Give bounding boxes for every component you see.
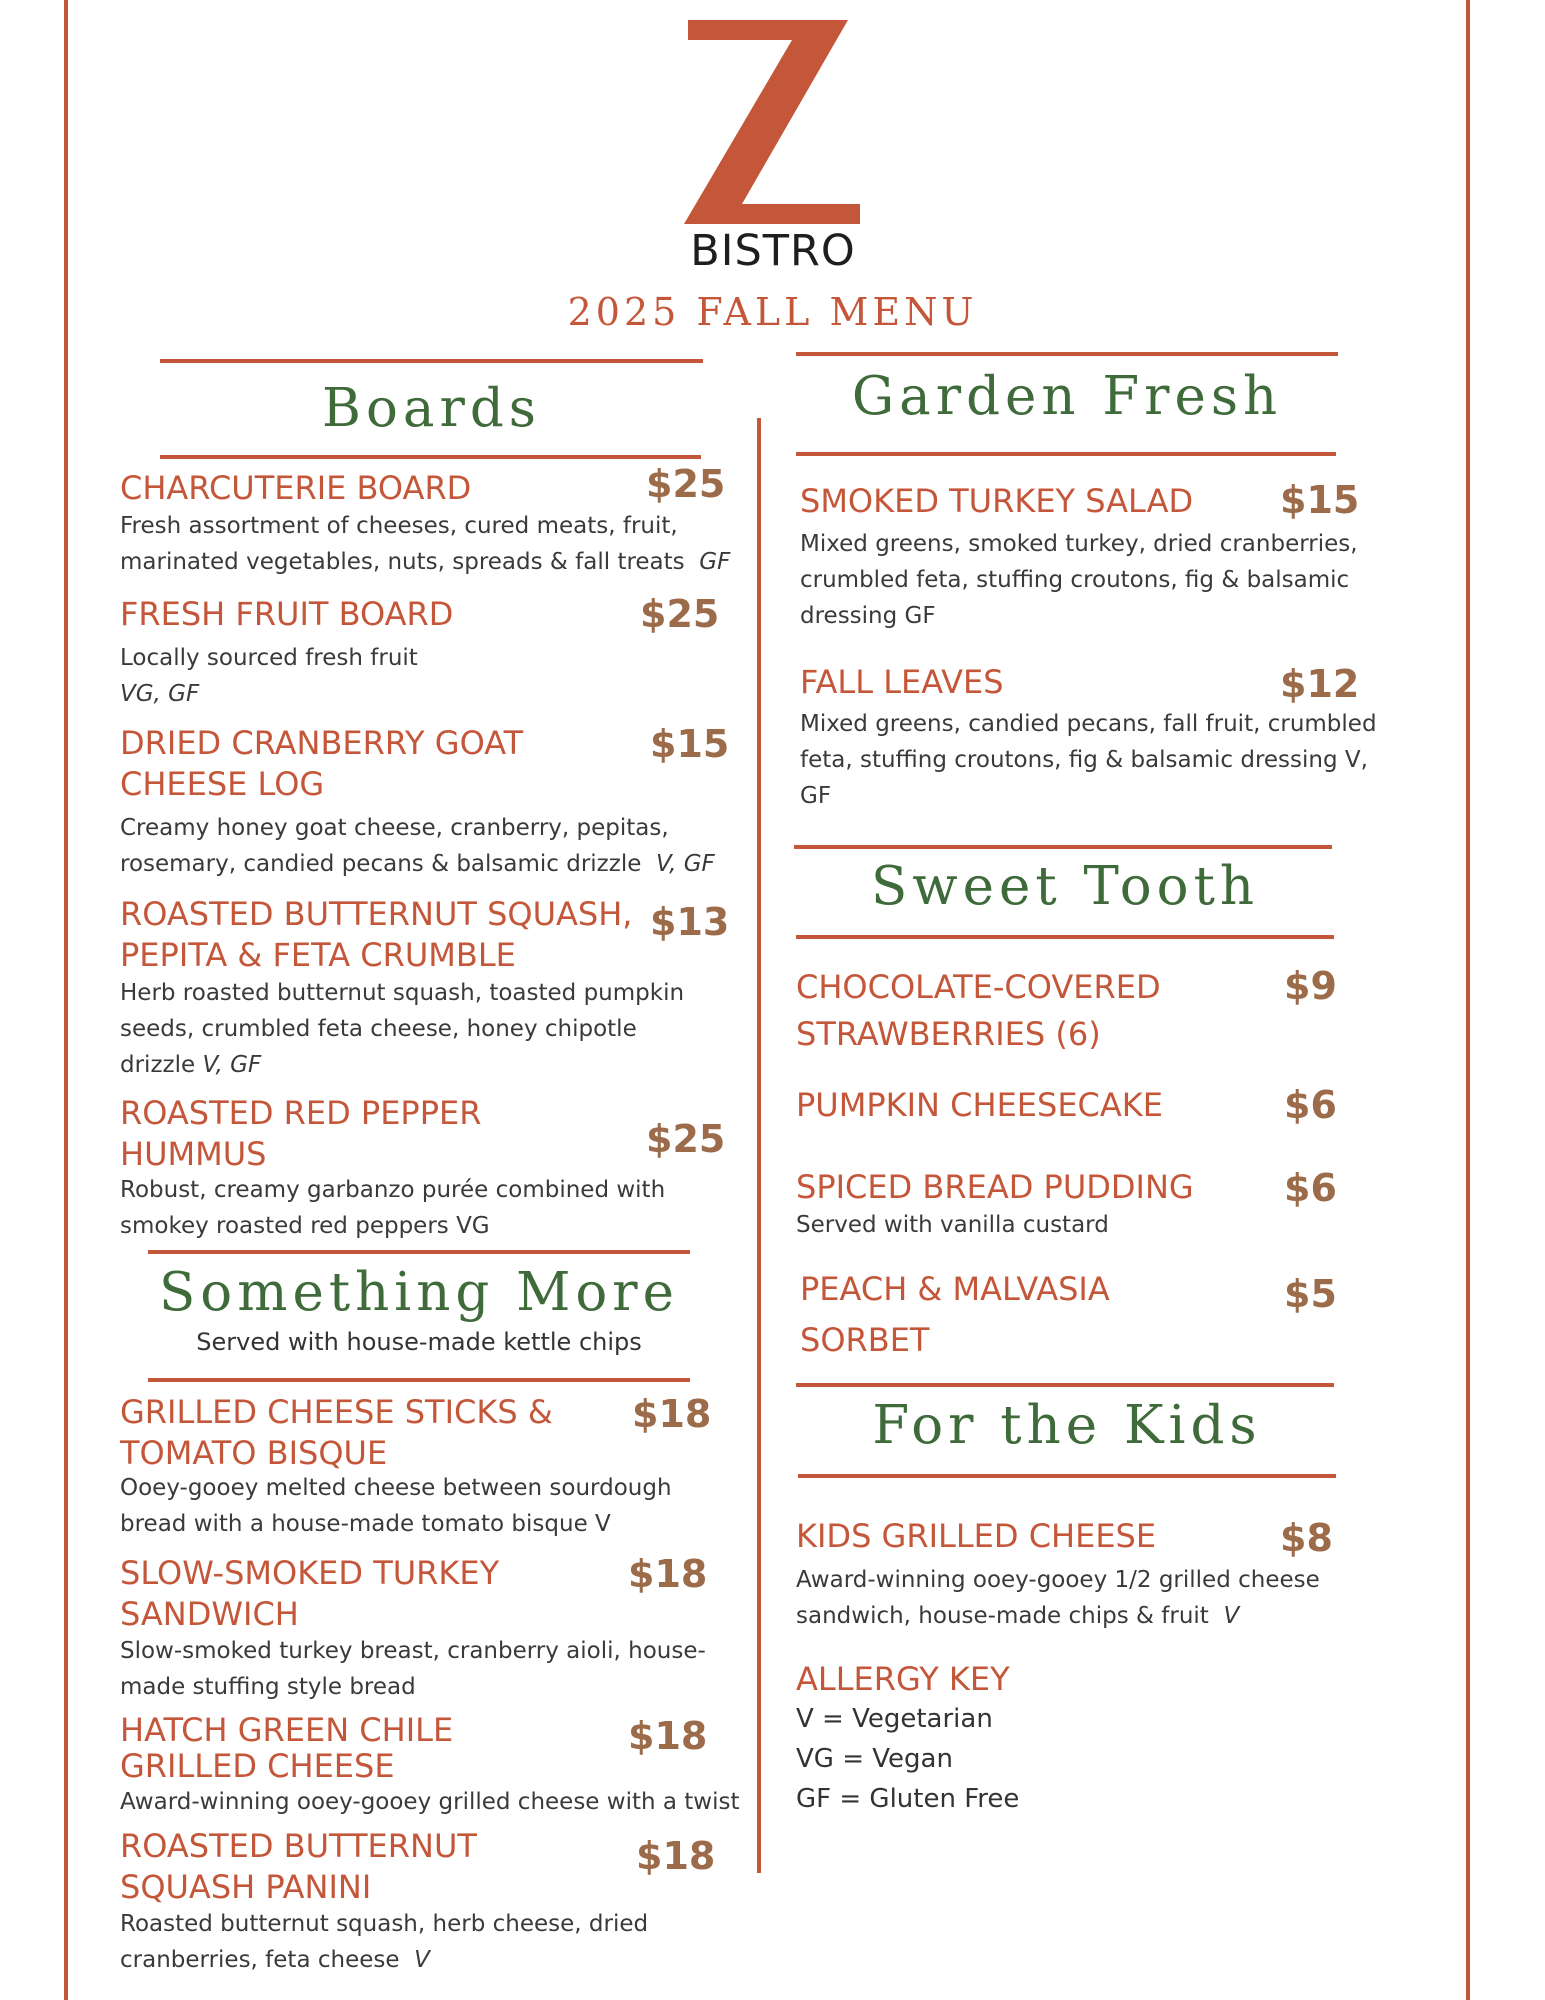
item-price: $25 <box>646 462 726 506</box>
divider-rule <box>796 452 1336 456</box>
divider-rule <box>160 455 701 459</box>
item-name: ROASTED RED PEPPER HUMMUS <box>120 1094 482 1173</box>
divider-rule <box>794 845 1332 849</box>
item-description: Award-winning ooey-gooey grilled cheese with a twist <box>120 1789 740 1815</box>
item-description: Creamy honey goat cheese, cranberry, pepitas, rosemary, candied pecans & balsamic drizzle V, GF <box>120 815 715 877</box>
item-price: $5 <box>1284 1272 1337 1316</box>
menu-title: 2025 FALL MENU <box>567 290 978 334</box>
item-description: Robust, creamy garbanzo purée combined with smokey roasted red peppers VG <box>120 1177 666 1239</box>
item-description: Roasted butternut squash, herb cheese, dried cranberries, feta cheese V <box>120 1911 649 1973</box>
section-subtitle: Served with house-made kettle chips <box>196 1328 642 1356</box>
item-price: $25 <box>640 592 720 636</box>
section-title-boards: Boards <box>322 378 541 439</box>
allergy-key-line: V = Vegetarian <box>796 1704 993 1734</box>
item-name: ROASTED BUTTERNUT SQUASH PANINI <box>120 1827 477 1906</box>
item-price: $9 <box>1284 964 1337 1008</box>
item-name: FALL LEAVES <box>800 663 1004 701</box>
item-name: SMOKED TURKEY SALAD <box>800 482 1194 520</box>
allergy-key-title: ALLERGY KEY <box>796 1660 1010 1698</box>
item-name: CHOCOLATE-COVERED STRAWBERRIES (6) <box>796 968 1161 1053</box>
z-logo-mark <box>684 20 862 224</box>
item-description: Mixed greens, candied pecans, fall fruit, crumbled feta, stuffing croutons, fig & balsamic dressing V, GF <box>800 711 1377 809</box>
item-price: $18 <box>632 1392 712 1436</box>
item-name: ROASTED BUTTERNUT SQUASH, PEPITA & FETA CRUMBLE <box>120 895 633 974</box>
item-price: $25 <box>646 1117 726 1161</box>
item-name: HATCH GREEN CHILE GRILLED CHEESE <box>120 1711 454 1785</box>
section-title-for-the-kids: For the Kids <box>872 1395 1262 1456</box>
item-name: SPICED BREAD PUDDING <box>796 1168 1194 1206</box>
item-name: PEACH & MALVASIA SORBET <box>800 1270 1110 1359</box>
divider-rule <box>796 352 1338 356</box>
allergy-key-line: VG = Vegan <box>796 1744 953 1774</box>
divider-rule <box>148 1378 690 1382</box>
item-name: FRESH FRUIT BOARD <box>120 595 454 633</box>
section-title-garden-fresh: Garden Fresh <box>851 366 1283 427</box>
item-price: $12 <box>1280 662 1360 706</box>
item-name: DRIED CRANBERRY GOAT CHEESE LOG <box>120 724 524 803</box>
divider-rule <box>796 935 1334 939</box>
item-price: $15 <box>650 722 730 766</box>
item-name: GRILLED CHEESE STICKS & TOMATO BISQUE <box>120 1393 553 1472</box>
item-description: Herb roasted butternut squash, toasted pumpkin seeds, crumbled feta cheese, honey chipotle drizzle V, GF <box>120 980 685 1078</box>
item-price: $13 <box>650 900 730 944</box>
item-price: $18 <box>628 1714 708 1758</box>
divider-rule <box>796 1383 1334 1387</box>
item-name: KIDS GRILLED CHEESE <box>796 1517 1157 1555</box>
divider-rule <box>148 1250 690 1254</box>
item-description: Fresh assortment of cheeses, cured meats, fruit, marinated vegetables, nuts, spreads & fall treats GF <box>120 513 731 575</box>
item-description: Locally sourced fresh fruit VG, GF <box>120 645 418 707</box>
item-price: $6 <box>1284 1166 1337 1210</box>
item-price: $18 <box>628 1552 708 1596</box>
item-description: Served with vanilla custard <box>796 1212 1109 1238</box>
item-price: $18 <box>636 1834 716 1878</box>
item-description: Mixed greens, smoked turkey, dried cranberries, crumbled feta, stuffing croutons, fig & balsamic dressing GF <box>800 531 1358 629</box>
item-price: $15 <box>1280 478 1360 522</box>
bistro-logo <box>684 20 862 276</box>
divider-rule <box>160 359 703 363</box>
item-name: PUMPKIN CHEESECAKE <box>796 1086 1163 1124</box>
item-price: $6 <box>1284 1083 1337 1127</box>
allergy-key-line: GF = Gluten Free <box>796 1784 1020 1814</box>
item-description: Award-winning ooey-gooey 1/2 grilled cheese sandwich, house-made chips & fruit V <box>796 1567 1320 1629</box>
section-title-sweet-tooth: Sweet Tooth <box>870 856 1260 917</box>
column-divider <box>757 418 761 1873</box>
divider-rule <box>798 1474 1336 1478</box>
section-title-something-more: Something More <box>158 1262 679 1323</box>
item-price: $8 <box>1280 1516 1333 1560</box>
logo-wordmark: BISTRO <box>690 226 856 276</box>
item-name: CHARCUTERIE BOARD <box>120 469 472 507</box>
item-description: Slow-smoked turkey breast, cranberry aioli, house- made stuffing style bread <box>120 1638 706 1700</box>
item-name: SLOW-SMOKED TURKEY SANDWICH <box>120 1554 500 1633</box>
item-description: Ooey-gooey melted cheese between sourdough bread with a house-made tomato bisque V <box>120 1475 672 1537</box>
